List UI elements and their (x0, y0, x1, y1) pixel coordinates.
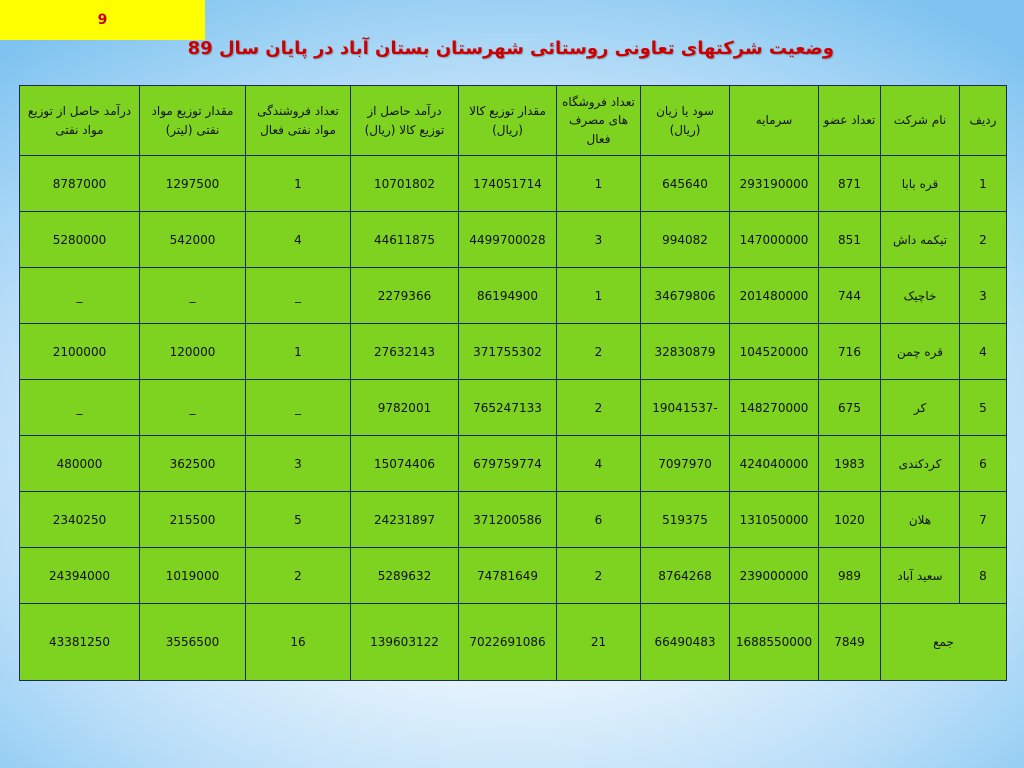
cell-active-stores: 4 (557, 436, 641, 492)
cell-fuel-amount: _ (140, 380, 246, 436)
cell-total-fuel-sellers: 16 (246, 604, 351, 681)
cell-name: قره چمن (881, 324, 960, 380)
cell-fuel-sellers: 5 (246, 492, 351, 548)
cell-fuel-sellers: 3 (246, 436, 351, 492)
cell-capital: 239000000 (730, 548, 819, 604)
cell-row-no: 8 (960, 548, 1007, 604)
cell-total-fuel-income: 43381250 (20, 604, 140, 681)
cell-members: 675 (819, 380, 881, 436)
cell-row-no: 4 (960, 324, 1007, 380)
slide-number: 9 (97, 12, 108, 28)
cell-fuel-income: 8787000 (20, 156, 140, 212)
table-row (20, 268, 1007, 324)
cell-profit-loss: 34679806 (641, 268, 730, 324)
cell-goods-amount: 86194900 (459, 268, 557, 324)
cell-fuel-income: 24394000 (20, 548, 140, 604)
cell-active-stores: 6 (557, 492, 641, 548)
cell-members: 989 (819, 548, 881, 604)
cell-fuel-income: _ (20, 380, 140, 436)
cell-fuel-amount: 215500 (140, 492, 246, 548)
cell-fuel-sellers: 1 (246, 156, 351, 212)
cell-capital: 293190000 (730, 156, 819, 212)
slide-number-badge (0, 0, 205, 40)
cell-row-no: 2 (960, 212, 1007, 268)
header-active-stores: تعداد فروشگاه های مصرف فعال (557, 86, 641, 156)
cell-members: 1020 (819, 492, 881, 548)
cell-total-label: جمع (881, 604, 1007, 681)
cell-active-stores: 3 (557, 212, 641, 268)
cell-fuel-sellers: 4 (246, 212, 351, 268)
cell-fuel-income: 5280000 (20, 212, 140, 268)
table-row (20, 492, 1007, 548)
cell-goods-amount: 174051714 (459, 156, 557, 212)
cell-active-stores: 1 (557, 156, 641, 212)
cell-capital: 424040000 (730, 436, 819, 492)
cell-fuel-sellers: _ (246, 380, 351, 436)
table-total-row (20, 604, 1007, 681)
cell-goods-income: 44611875 (351, 212, 459, 268)
cell-goods-income: 27632143 (351, 324, 459, 380)
header-fuel-sellers: تعداد فروشندگی مواد نفتی فعال (246, 86, 351, 156)
header-row-no: ردیف (960, 86, 1007, 156)
cell-total-fuel-amount: 3556500 (140, 604, 246, 681)
cell-fuel-sellers: 1 (246, 324, 351, 380)
header-goods-income: درآمد حاصل از توزیع کالا (ریال) (351, 86, 459, 156)
table-row (20, 548, 1007, 604)
table-row (20, 380, 1007, 436)
cell-profit-loss: 19041537- (641, 380, 730, 436)
cell-row-no: 3 (960, 268, 1007, 324)
cell-name: هلان (881, 492, 960, 548)
cell-goods-income: 24231897 (351, 492, 459, 548)
cell-fuel-income: _ (20, 268, 140, 324)
cell-row-no: 5 (960, 380, 1007, 436)
cell-goods-amount: 4499700028 (459, 212, 557, 268)
cell-goods-income: 5289632 (351, 548, 459, 604)
cell-row-no: 6 (960, 436, 1007, 492)
cell-fuel-income: 2340250 (20, 492, 140, 548)
header-members: تعداد عضو (819, 86, 881, 156)
cell-active-stores: 2 (557, 324, 641, 380)
cell-active-stores: 2 (557, 548, 641, 604)
cell-members: 716 (819, 324, 881, 380)
cell-fuel-amount: 362500 (140, 436, 246, 492)
cell-name: قره بابا (881, 156, 960, 212)
cell-profit-loss: 519375 (641, 492, 730, 548)
cell-total-goods-amount: 7022691086 (459, 604, 557, 681)
table-row (20, 212, 1007, 268)
cell-fuel-sellers: 2 (246, 548, 351, 604)
cell-name: تیکمه داش (881, 212, 960, 268)
cell-goods-income: 2279366 (351, 268, 459, 324)
cell-goods-amount: 765247133 (459, 380, 557, 436)
cell-total-goods-income: 139603122 (351, 604, 459, 681)
cell-fuel-income: 480000 (20, 436, 140, 492)
cell-goods-amount: 74781649 (459, 548, 557, 604)
header-profit-loss: سود یا زیان (ریال) (641, 86, 730, 156)
cell-row-no: 7 (960, 492, 1007, 548)
cell-goods-amount: 371200586 (459, 492, 557, 548)
table-row (20, 156, 1007, 212)
cell-members: 1983 (819, 436, 881, 492)
cell-name: کردکندی (881, 436, 960, 492)
cell-name: کر (881, 380, 960, 436)
cell-goods-amount: 679759774 (459, 436, 557, 492)
cell-fuel-amount: _ (140, 268, 246, 324)
cell-capital: 104520000 (730, 324, 819, 380)
cell-active-stores: 1 (557, 268, 641, 324)
cell-profit-loss: 7097970 (641, 436, 730, 492)
cell-row-no: 1 (960, 156, 1007, 212)
header-fuel-income: درآمد حاصل از توزیع مواد نفتی (20, 86, 140, 156)
cell-capital: 148270000 (730, 380, 819, 436)
cell-fuel-amount: 1297500 (140, 156, 246, 212)
table-row (20, 436, 1007, 492)
cell-fuel-amount: 120000 (140, 324, 246, 380)
cell-total-members: 7849 (819, 604, 881, 681)
cell-profit-loss: 994082 (641, 212, 730, 268)
cell-goods-income: 15074406 (351, 436, 459, 492)
cell-total-active-stores: 21 (557, 604, 641, 681)
cell-total-profit-loss: 66490483 (641, 604, 730, 681)
cell-profit-loss: 8764268 (641, 548, 730, 604)
cell-members: 871 (819, 156, 881, 212)
cell-members: 851 (819, 212, 881, 268)
cell-members: 744 (819, 268, 881, 324)
cell-profit-loss: 32830879 (641, 324, 730, 380)
cell-profit-loss: 645640 (641, 156, 730, 212)
cell-fuel-amount: 542000 (140, 212, 246, 268)
cell-fuel-sellers: _ (246, 268, 351, 324)
cell-total-capital: 1688550000 (730, 604, 819, 681)
header-name: نام شرکت (881, 86, 960, 156)
table-header-row (20, 86, 1007, 156)
header-goods-amount: مقدار توزیع کالا (ریال) (459, 86, 557, 156)
cell-goods-amount: 371755302 (459, 324, 557, 380)
table-row (20, 324, 1007, 380)
cell-name: سعید آباد (881, 548, 960, 604)
cell-name: خاچیک (881, 268, 960, 324)
cell-goods-income: 9782001 (351, 380, 459, 436)
cell-goods-income: 10701802 (351, 156, 459, 212)
cell-capital: 147000000 (730, 212, 819, 268)
cell-fuel-income: 2100000 (20, 324, 140, 380)
page-title: وضعیت شرکتهای تعاونی روستائی شهرستان بستان آباد در پایان سال 89 (187, 38, 834, 59)
header-fuel-amount: مقدار توزیع مواد نفتی (لیتر) (140, 86, 246, 156)
cooperatives-table (19, 85, 1007, 681)
cell-capital: 201480000 (730, 268, 819, 324)
header-capital: سرمایه (730, 86, 819, 156)
cell-capital: 131050000 (730, 492, 819, 548)
cell-fuel-amount: 1019000 (140, 548, 246, 604)
cell-active-stores: 2 (557, 380, 641, 436)
